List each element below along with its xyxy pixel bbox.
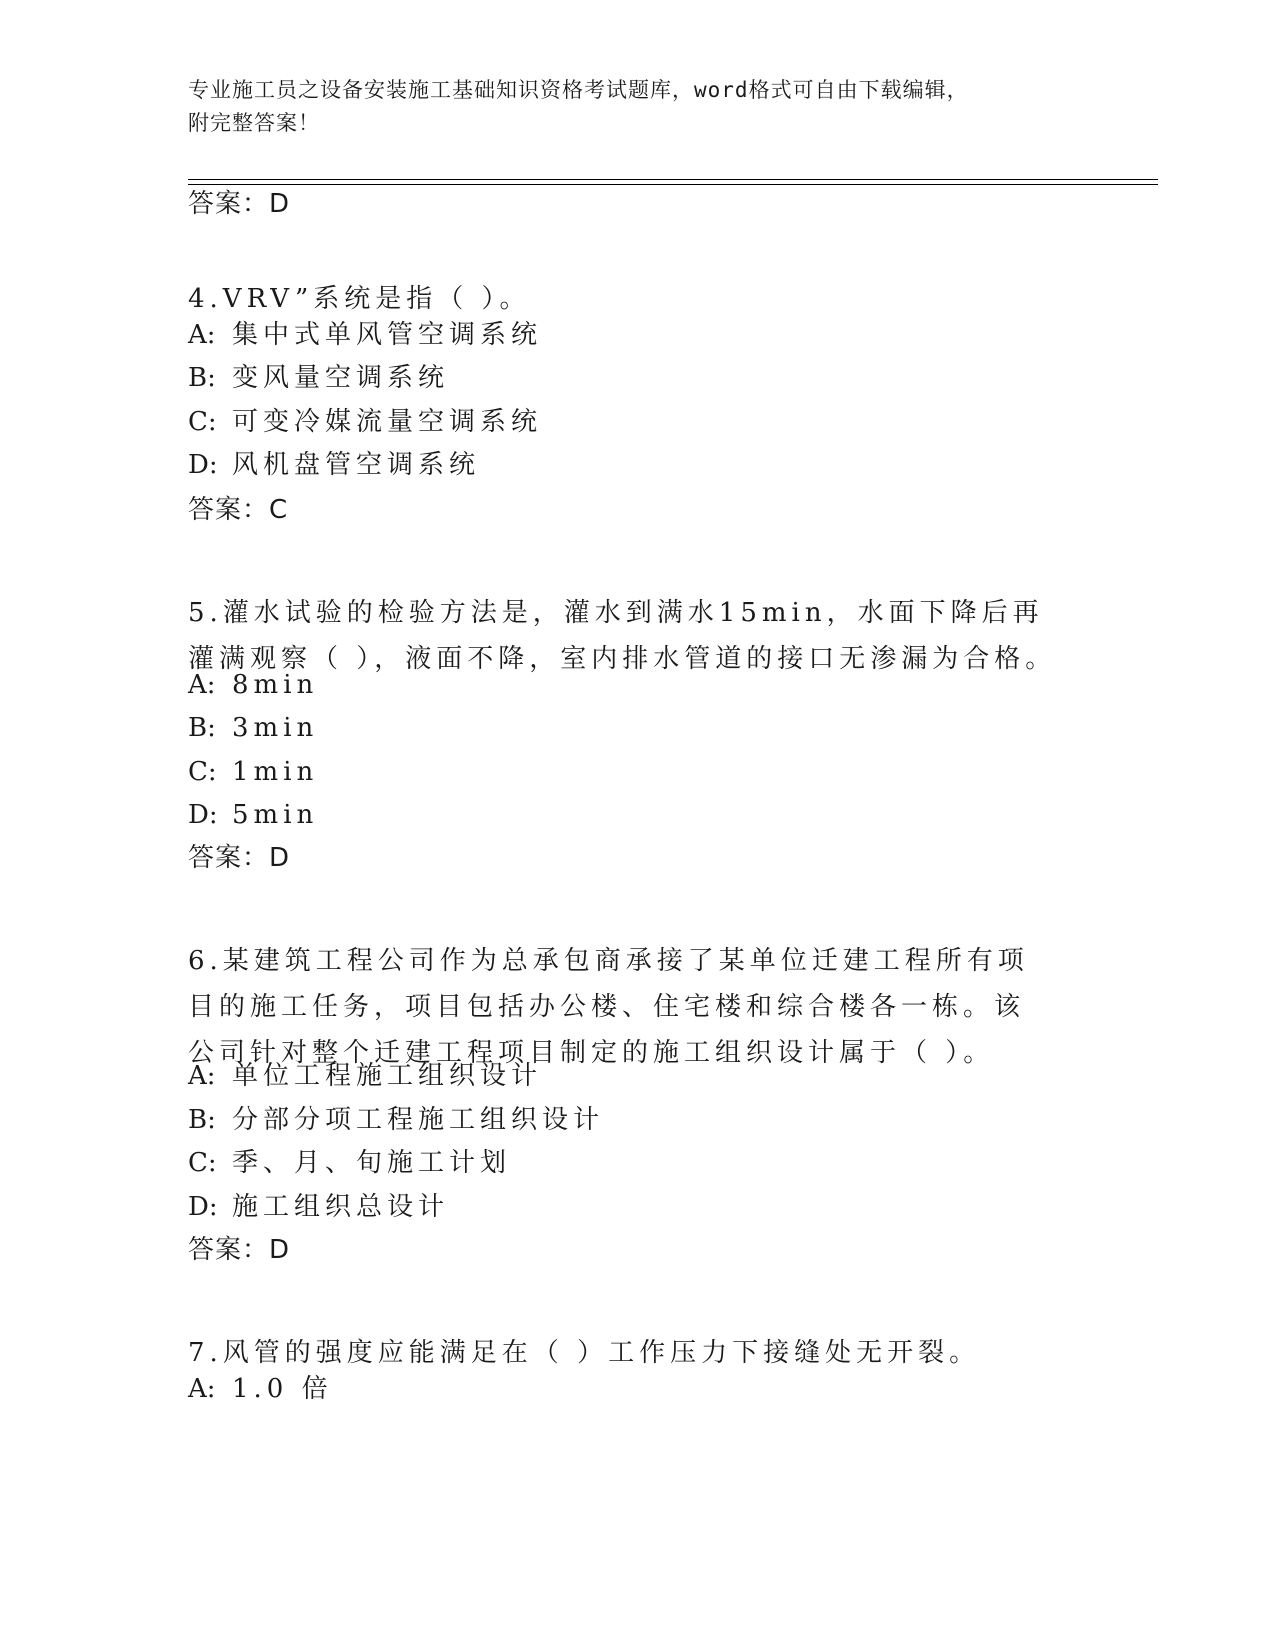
- option-key: C:: [188, 407, 217, 437]
- option-key: B:: [188, 713, 216, 743]
- question-4-option-b: [188, 361, 449, 395]
- question-6-option-d: [188, 1190, 449, 1224]
- question-5-option-d: [188, 798, 318, 832]
- question-4-answer: 答案：C: [188, 495, 289, 525]
- option-text: 单位工程施工组织设计: [232, 1061, 543, 1091]
- header-rule-top: [188, 179, 1158, 180]
- question-6-option-a: [188, 1059, 542, 1093]
- question-4-stem: 4.VRV”系统是指（ ）。: [188, 284, 531, 314]
- option-text: 集中式单风管空调系统: [232, 320, 543, 350]
- option-key: C:: [188, 1148, 217, 1178]
- option-text: 分部分项工程施工组织设计: [232, 1105, 605, 1135]
- document-header: [188, 74, 1088, 140]
- option-key: C:: [188, 757, 217, 787]
- question-5-option-c: [188, 755, 318, 789]
- option-key: A:: [188, 1061, 216, 1091]
- option-text: 可变冷媒流量空调系统: [232, 407, 543, 437]
- option-key: A:: [188, 670, 216, 700]
- option-text: 施工组织总设计: [232, 1192, 450, 1222]
- question-6-stem: 6.某建筑工程公司作为总承包商承接了某单位迁建工程所有项目的施工任务，项目包括办公楼、住宅楼和综合楼各一栋。该公司针对整个迁建工程项目制定的施工组织设计属于（ ）。: [188, 946, 1029, 1068]
- header-line-2: 附完整答案！: [188, 111, 320, 135]
- header-line-1: 专业施工员之设备安装施工基础知识资格考试题库，word格式可自由下载编辑，: [188, 78, 969, 102]
- option-text: 季、月、旬施工计划: [232, 1148, 512, 1178]
- option-key: B:: [188, 363, 216, 393]
- question-5-stem: 5.灌水试验的检验方法是，灌水到满水15min，水面下降后再灌满观察（ ），液面不降，室内排水管道的接口无渗漏为合格。: [188, 598, 1057, 674]
- question-5-option-a: [188, 668, 318, 702]
- question-7-option-a: [188, 1372, 333, 1406]
- question-4-option-c: [188, 405, 542, 439]
- question-4-option-a: [188, 318, 542, 352]
- option-key: D:: [188, 800, 218, 830]
- question-4-option-d: [188, 448, 480, 482]
- option-key: B:: [188, 1105, 216, 1135]
- option-key: D:: [188, 1192, 218, 1222]
- option-text: 风机盘管空调系统: [232, 450, 481, 480]
- header-rule-bottom: [188, 184, 1158, 185]
- question-5-answer: 答案：D: [188, 843, 291, 873]
- option-text: 8min: [232, 670, 319, 700]
- question-5-option-b: [188, 711, 318, 745]
- option-key: D:: [188, 450, 218, 480]
- question-6-option-c: [188, 1146, 511, 1180]
- option-text: 变风量空调系统: [232, 363, 450, 393]
- question-6-answer: 答案：D: [188, 1235, 291, 1265]
- option-text: 1min: [232, 757, 319, 787]
- question-6-option-b: [188, 1103, 604, 1137]
- question-7-stem: 7.风管的强度应能满足在（ ）工作压力下接缝处无开裂。: [188, 1338, 981, 1368]
- previous-answer: 答案：D: [188, 189, 291, 219]
- option-text: 1.0 倍: [232, 1374, 333, 1404]
- option-key: A:: [188, 320, 216, 350]
- option-key: A:: [188, 1374, 216, 1404]
- option-text: 3min: [232, 713, 319, 743]
- option-text: 5min: [232, 800, 319, 830]
